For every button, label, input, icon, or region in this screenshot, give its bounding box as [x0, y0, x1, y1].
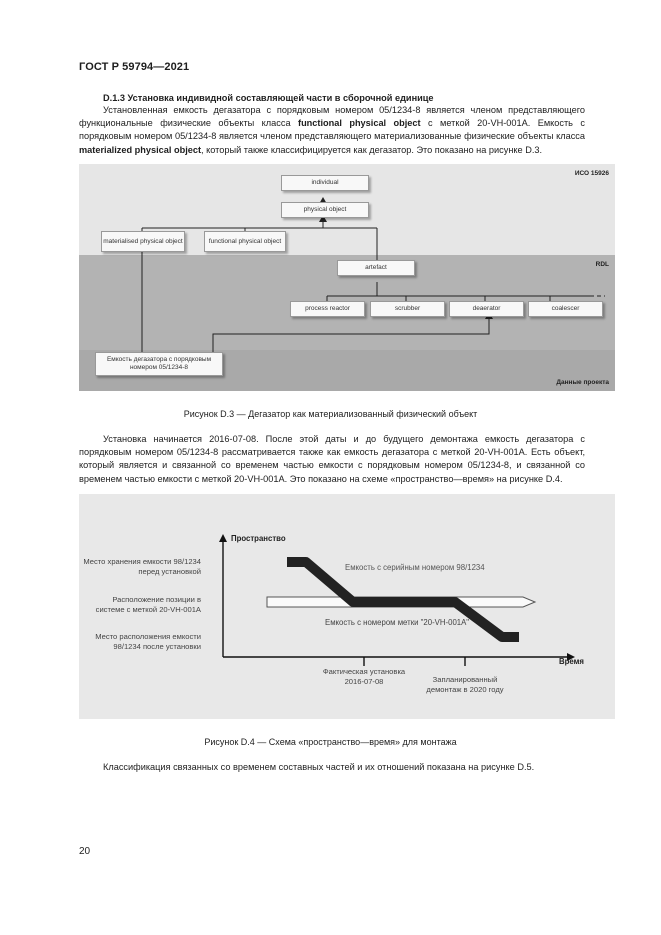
box-physical-object: physical object: [281, 202, 369, 218]
x-label-installation: Фактическая установка 2016-07-08: [322, 667, 406, 686]
figure-d4-caption: Рисунок D.4 — Схема «пространство—время» для монтажа: [204, 737, 457, 747]
box-vessel-serial: Емкость дегазатора с порядковым номером 05/1234-8: [95, 352, 223, 376]
figure-d3-caption: Рисунок D.3 — Дегазатор как материализованный физический объект: [183, 409, 478, 419]
box-functional-physical-object: functional physical object: [204, 231, 286, 252]
y-label-storage: Место хранения емкости 98/1234 перед установкой: [83, 557, 201, 576]
y-label-position: Расположение позиции в системе с меткой 20-VH-001A: [95, 595, 201, 614]
paragraph-2: Установка начинается 2016-07-08. После этой даты и до будущего демонтажа емкость дегазатора с порядковым номером 05/1234-8 рассматривается также как емкость дегазатора с меткой 20-VH-001A. Есть объект, который является и связанной со временем частью емкости с порядковым номером 05/1234-8, и связанной со временем частью емкости с меткой 20-VH-001A. Это показано на схеме «пространство—время» на рисунке D.4.: [79, 434, 585, 484]
rdl-zone-label: RDL: [595, 261, 609, 268]
figure-d4: [79, 494, 615, 719]
section-title: D.1.3 Установка индивидной составляющей части в сборочной единице: [103, 93, 434, 103]
box-scrubber: scrubber: [370, 301, 445, 317]
paragraph-3: Классификация связанных со временем составных частей и их отношений показана на рисунке D.5.: [103, 762, 535, 772]
box-individual: individual: [281, 175, 369, 191]
box-coalescer: coalescer: [528, 301, 603, 317]
iso-zone-label: ИСО 15926: [574, 170, 609, 177]
paragraph-1: Установленная емкость дегазатора с порядковым номером 05/1234-8 является членом представляющего функциональные физические объекты класса functional physical object с меткой 20-VH-001A. Емкость с порядковым номером 05/1234-8 является членом представляющего материализованные физические объекты класса materialized physical object, который также классифицируется как дегазатор. Это показано на рисунке D.3.: [79, 105, 585, 155]
page-number: 20: [79, 846, 91, 857]
box-process-reactor: process reactor: [290, 301, 365, 317]
y-axis-arrow: [219, 534, 227, 542]
term-functional: functional physical object: [298, 118, 421, 129]
box-artefact: artefact: [337, 260, 415, 276]
y-label-after: Место расположения емкости 98/1234 после установки: [95, 632, 201, 651]
axis-x-label: Время: [559, 657, 584, 666]
x-label-dismantling: Запланированный демонтаж в 2020 году: [426, 675, 504, 694]
project-zone-label: Данные проекта: [556, 379, 609, 386]
axis-y-label: Пространство: [231, 534, 286, 543]
tag-series-label: Емкость с номером метки "20-VH-001A": [325, 618, 470, 627]
figure-d3: [79, 164, 615, 391]
box-materialised-physical-object: materialised physical object: [101, 231, 185, 252]
serial-series-label: Емкость с серийным номером 98/1234: [345, 563, 485, 572]
term-materialized: materialized physical object: [79, 144, 202, 155]
box-deaerator: deaerator: [449, 301, 524, 317]
document-header: ГОСТ Р 59794—2021: [79, 61, 190, 73]
